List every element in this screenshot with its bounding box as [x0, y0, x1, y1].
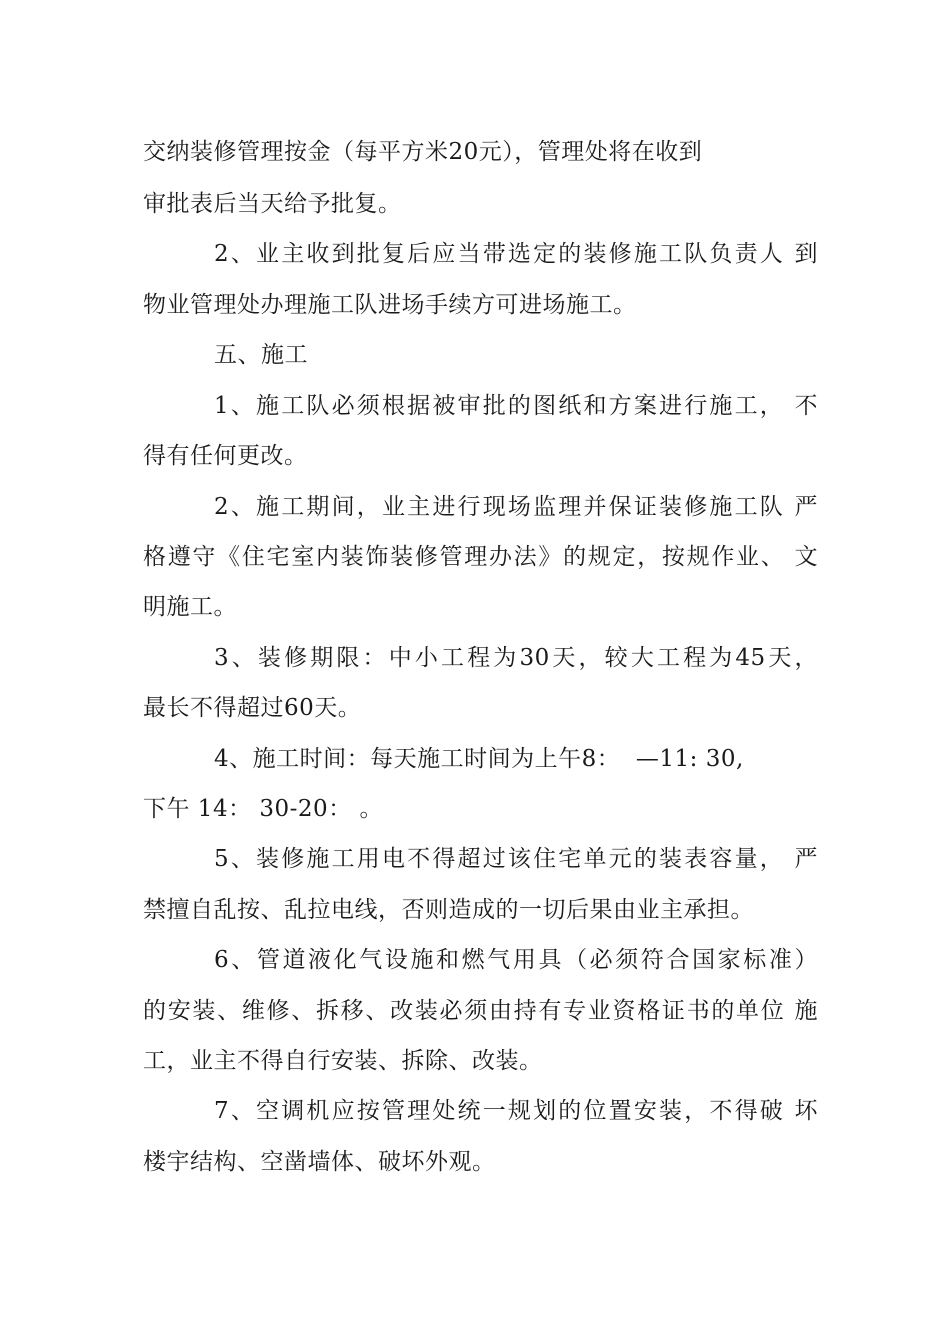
text-line: 交纳装修管理按金（每平方米20元），管理处将在收到: [143, 139, 703, 165]
text-line: 5、装修施工用电不得超过该住宅单元的装表容量， 严: [214, 846, 818, 872]
text-line: 的安装、维修、拆移、改装必须由持有专业资格证书的单位 施: [143, 998, 818, 1024]
text-line: 工，业主不得自行安装、拆除、改装。: [143, 1048, 543, 1074]
text-line: 得有任何更改。: [143, 443, 308, 469]
text-line: 物业管理处办理施工队进场手续方可进场施工。: [143, 292, 637, 318]
text-line: 6、管道液化气设施和燃气用具（必须符合国家标准）: [214, 947, 818, 973]
text-line: 下午 14： 30-20： 。: [143, 796, 384, 822]
text-line: 2、业主收到批复后应当带选定的装修施工队负责人 到: [214, 241, 818, 267]
text-line: 4、施工时间：每天施工时间为上午8： —11: 30,: [214, 746, 744, 772]
section-heading: 五、施工: [214, 342, 308, 368]
text-line: 格遵守《住宅室内装饰装修管理办法》的规定，按规作业、 文: [143, 544, 818, 570]
text-line: 最长不得超过60天。: [143, 695, 362, 721]
text-line: 审批表后当天给予批复。: [143, 191, 402, 217]
text-line: 2、施工期间，业主进行现场监理并保证装修施工队 严: [214, 494, 818, 520]
text-line: 明施工。: [143, 594, 237, 620]
text-line: 楼宇结构、空凿墙体、破坏外观。: [143, 1149, 496, 1175]
text-line: 1、施工队必须根据被审批的图纸和方案进行施工， 不: [214, 393, 818, 419]
text-line: 禁擅自乱按、乱拉电线，否则造成的一切后果由业主承担。: [143, 897, 754, 923]
text-line: 7、空调机应按管理处统一规划的位置安装，不得破 坏: [214, 1098, 818, 1124]
text-line: 3、装修期限：中小工程为30天，较大工程为45天，: [214, 645, 818, 671]
